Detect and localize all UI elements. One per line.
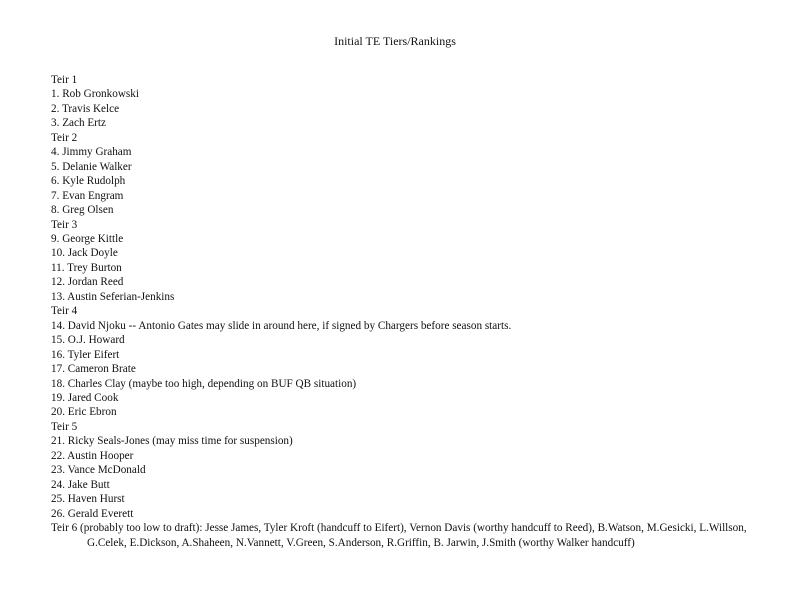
document-title: Initial TE Tiers/Rankings (334, 34, 456, 48)
ranking-item: 7. Evan Engram (51, 189, 124, 202)
ranking-item: 17. Cameron Brate (51, 363, 136, 376)
ranking-item: 14. David Njoku -- Antonio Gates may slide in around here, if signed by Chargers before season starts. (51, 319, 512, 332)
tier-heading: Teir 2 (51, 131, 78, 144)
ranking-item: 23. Vance McDonald (51, 464, 146, 477)
ranking-item: 20. Eric Ebron (51, 406, 117, 419)
ranking-item: 18. Charles Clay (maybe too high, depending on BUF QB situation) (51, 377, 357, 390)
ranking-item: 26. Gerald Everett (51, 507, 134, 520)
ranking-item: 24. Jake Butt (51, 478, 110, 491)
ranking-item: 21. Ricky Seals-Jones (may miss time for suspension) (51, 435, 293, 448)
ranking-item: 6. Kyle Rudolph (51, 175, 126, 188)
ranking-item: 12. Jordan Reed (51, 276, 124, 289)
ranking-item: 11. Trey Burton (51, 261, 122, 274)
ranking-item: 13. Austin Seferian-Jenkins (51, 290, 175, 303)
ranking-item: 10. Jack Doyle (51, 247, 118, 260)
ranking-item: 1. Rob Gronkowski (51, 88, 139, 101)
ranking-item: 25. Haven Hurst (51, 493, 125, 506)
ranking-item: 22. Austin Hooper (51, 449, 134, 462)
ranking-item: 8. Greg Olsen (51, 204, 114, 217)
ranking-item: 9. George Kittle (51, 232, 124, 245)
tier-6-paragraph: Teir 6 (probably too low to draft): Jesse James, Tyler Kroft (handcuff to Eifert), Vernon Davis (worthy handcuff to Reed), B.Watson, M.Gesicki, L.Willson, G.Celek, E.Dickson, A.Shaheen, N.Vannett, V.Green, S.Anderson, R.Griffin, B. Jarwin, J.Smith (worthy Walker handcuff) (51, 522, 747, 549)
tier-heading: Teir 4 (51, 305, 78, 318)
ranking-item: 15. O.J. Howard (51, 334, 125, 347)
ranking-item: 2. Travis Kelce (51, 102, 120, 115)
ranking-item: 19. Jared Cook (51, 391, 119, 404)
tier-heading: Teir 3 (51, 218, 78, 231)
ranking-item: 3. Zach Ertz (51, 117, 106, 130)
rankings-list (51, 73, 791, 550)
ranking-item: 16. Tyler Eifert (51, 348, 120, 361)
tier-heading: Teir 5 (51, 420, 78, 433)
ranking-item: 5. Delanie Walker (51, 160, 132, 173)
tier-heading: Teir 1 (51, 74, 78, 86)
ranking-item: 4. Jimmy Graham (51, 146, 132, 159)
